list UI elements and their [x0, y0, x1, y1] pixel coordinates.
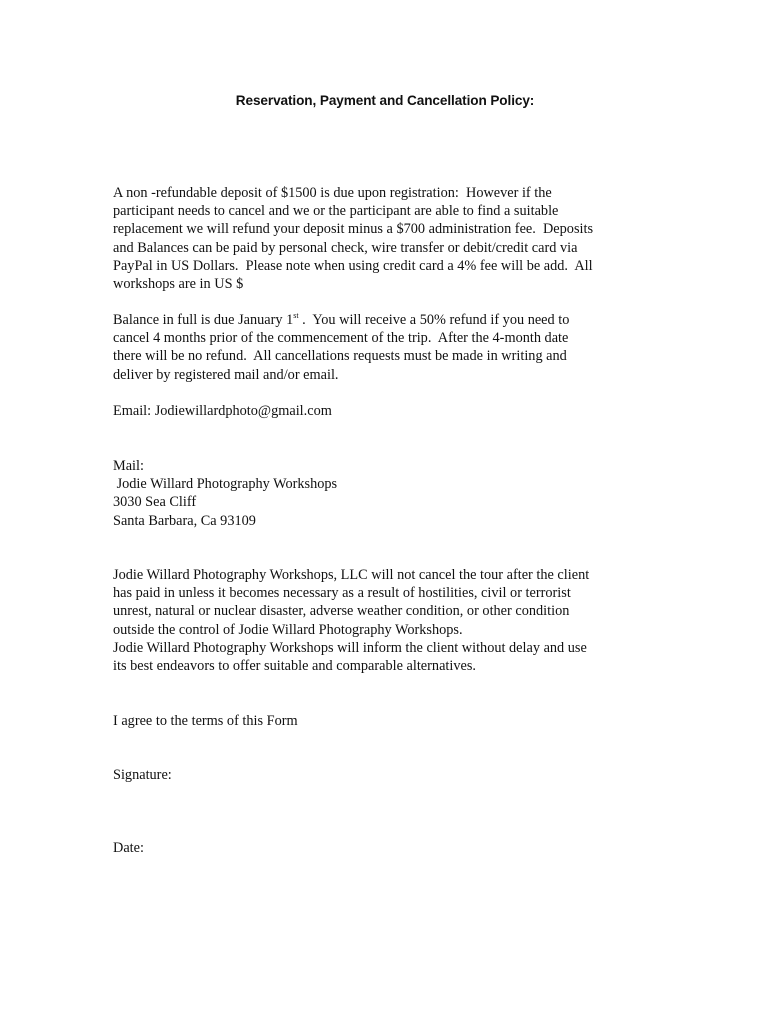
mail-label: Mail: — [113, 458, 144, 474]
email-line: Email: Jodiewillardphoto@gmail.com — [113, 403, 332, 419]
text-line: PayPal in US Dollars. Please note when using credit card a 4% fee will be add. All — [113, 257, 593, 274]
text-line: Jodie Willard Photography Workshops, LLC will not cancel the tour after the client — [113, 567, 590, 583]
text-line: there will be no refund. All cancellations requests must be made in writing and — [113, 348, 567, 365]
date-block — [113, 839, 673, 857]
text-line: outside the control of Jodie Willard Photography Workshops. — [113, 621, 463, 638]
text-line: A non -refundable deposit of $1500 is due upon registration: However if the — [113, 185, 552, 201]
text-line: workshops are in US $ — [113, 276, 244, 293]
text-line: its best endeavors to offer suitable and comparable alternatives. — [113, 658, 476, 675]
agreement-block — [113, 712, 673, 730]
agree-line: I agree to the terms of this Form — [113, 713, 298, 729]
mail-address-line: Jodie Willard Photography Workshops — [113, 476, 338, 493]
cancellation-paragraph — [113, 566, 673, 675]
date-label: Date: — [113, 840, 144, 856]
mail-address-block — [113, 457, 673, 530]
signature-block — [113, 766, 673, 784]
text-line: and Balances can be paid by personal check, wire transfer or debit/credit card via — [113, 239, 578, 256]
page-title: Reservation, Payment and Cancellation Policy: — [235, 93, 535, 108]
balance-paragraph — [113, 311, 673, 384]
mail-address-line: 3030 Sea Cliff — [113, 494, 197, 511]
mail-address-line: Santa Barbara, Ca 93109 — [113, 512, 256, 529]
email-block — [113, 402, 673, 420]
text-line — [113, 311, 673, 329]
deposit-paragraph — [113, 184, 673, 293]
text-line: has paid in unless it becomes necessary as a result of hostilities, civil or terrorist — [113, 585, 571, 602]
text-line: Jodie Willard Photography Workshops will inform the client without delay and use — [113, 639, 587, 656]
text-line: cancel 4 months prior of the commencement of the trip. After the 4-month date — [113, 330, 569, 347]
text-line: replacement we will refund your deposit minus a $700 administration fee. Deposits — [113, 221, 594, 238]
text-line: deliver by registered mail and/or email. — [113, 366, 339, 383]
signature-label: Signature: — [113, 767, 172, 783]
text-line: unrest, natural or nuclear disaster, adverse weather condition, or other condition — [113, 603, 570, 620]
balance-text-start: Balance in full is due January 1 — [113, 312, 294, 328]
text-line: participant needs to cancel and we or the participant are able to find a suitable — [113, 203, 559, 220]
ordinal-suffix: st — [293, 311, 299, 321]
balance-text-end: . You will receive a 50% refund if you need to — [298, 312, 570, 328]
